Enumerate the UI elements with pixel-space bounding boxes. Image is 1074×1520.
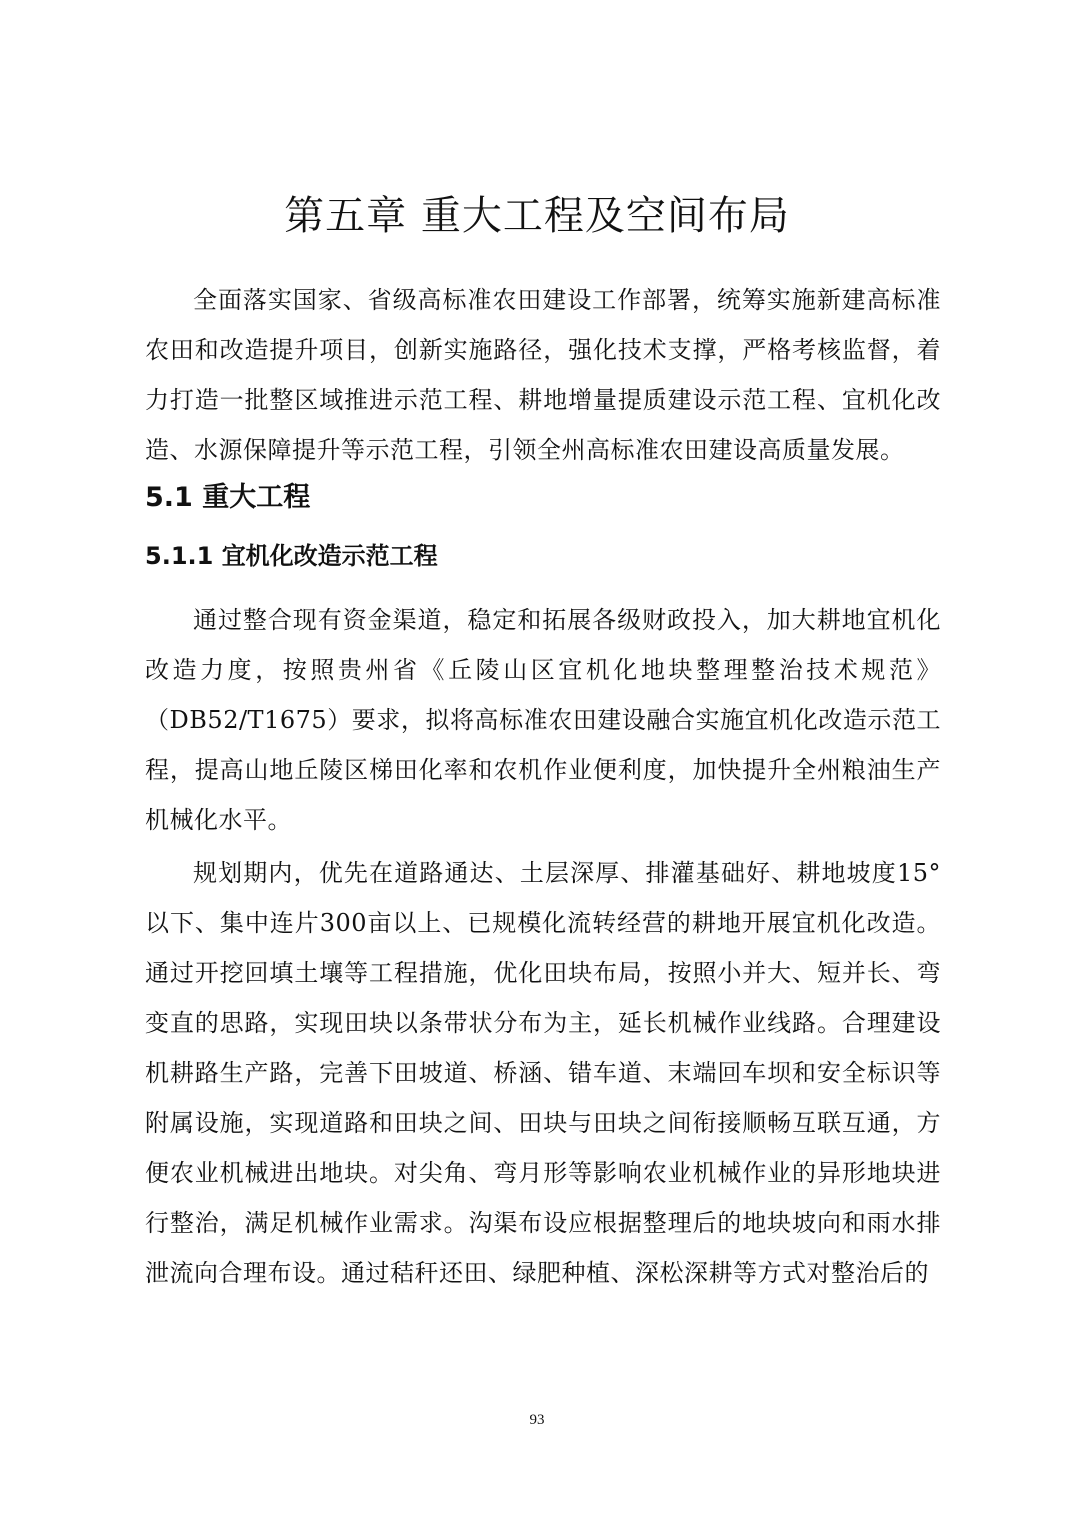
chapter-title: 第五章 重大工程及空间布局 — [284, 193, 790, 239]
body-paragraph-2: 规划期内，优先在道路通达、土层深厚、排灌基础好、耕地坡度15°以下、集中连片300亩以上、已规模化流转经营的耕地开展宜机化改造。通过开挖回填土壤等工程措施，优化田块布局，按照小并大、短并长、弯变直的思路，实现田块以条带状分布为主，延长机械作业线路。合理建设机耕路生产路，完善下田坡道、桥涵、错车道、末端回车坝和安全标识等附属设施，实现道路和田块之间、田块与田块之间衔接顺畅互联互通，方便农业机械进出地块。对尖角、弯月形等影响农业机械作业的异形地块进行整治，满足机械作业需求。沟渠布设应根据整理后的地块坡向和雨水排泄流向合理布设。通过秸秆还田、绿肥种植、深松深耕等方式对整治后的 — [145, 859, 941, 1287]
body-paragraph-1: 通过整合现有资金渠道，稳定和拓展各级财政投入，加大耕地宜机化改造力度，按照贵州省《丘陵山区宜机化地块整理整治技术规范》（DB52/T1675）要求，拟将高标准农田建设融合实施宜机化改造示范工程，提高山地丘陵区梯田化率和农机作业便利度，加快提升全州粮油生产机械化水平。 — [145, 606, 941, 834]
page-number: 93 — [529, 1412, 545, 1428]
intro-paragraph: 全面落实国家、省级高标准农田建设工作部署，统筹实施新建高标准农田和改造提升项目，创新实施路径，强化技术支撑，严格考核监督，着力打造一批整区域推进示范工程、耕地增量提质建设示范工程、宜机化改造、水源保障提升等示范工程，引领全州高标准农田建设高质量发展。 — [145, 286, 941, 464]
subsection-heading: 5.1.1 宜机化改造示范工程 — [145, 542, 438, 570]
section-heading: 5.1 重大工程 — [145, 482, 311, 513]
